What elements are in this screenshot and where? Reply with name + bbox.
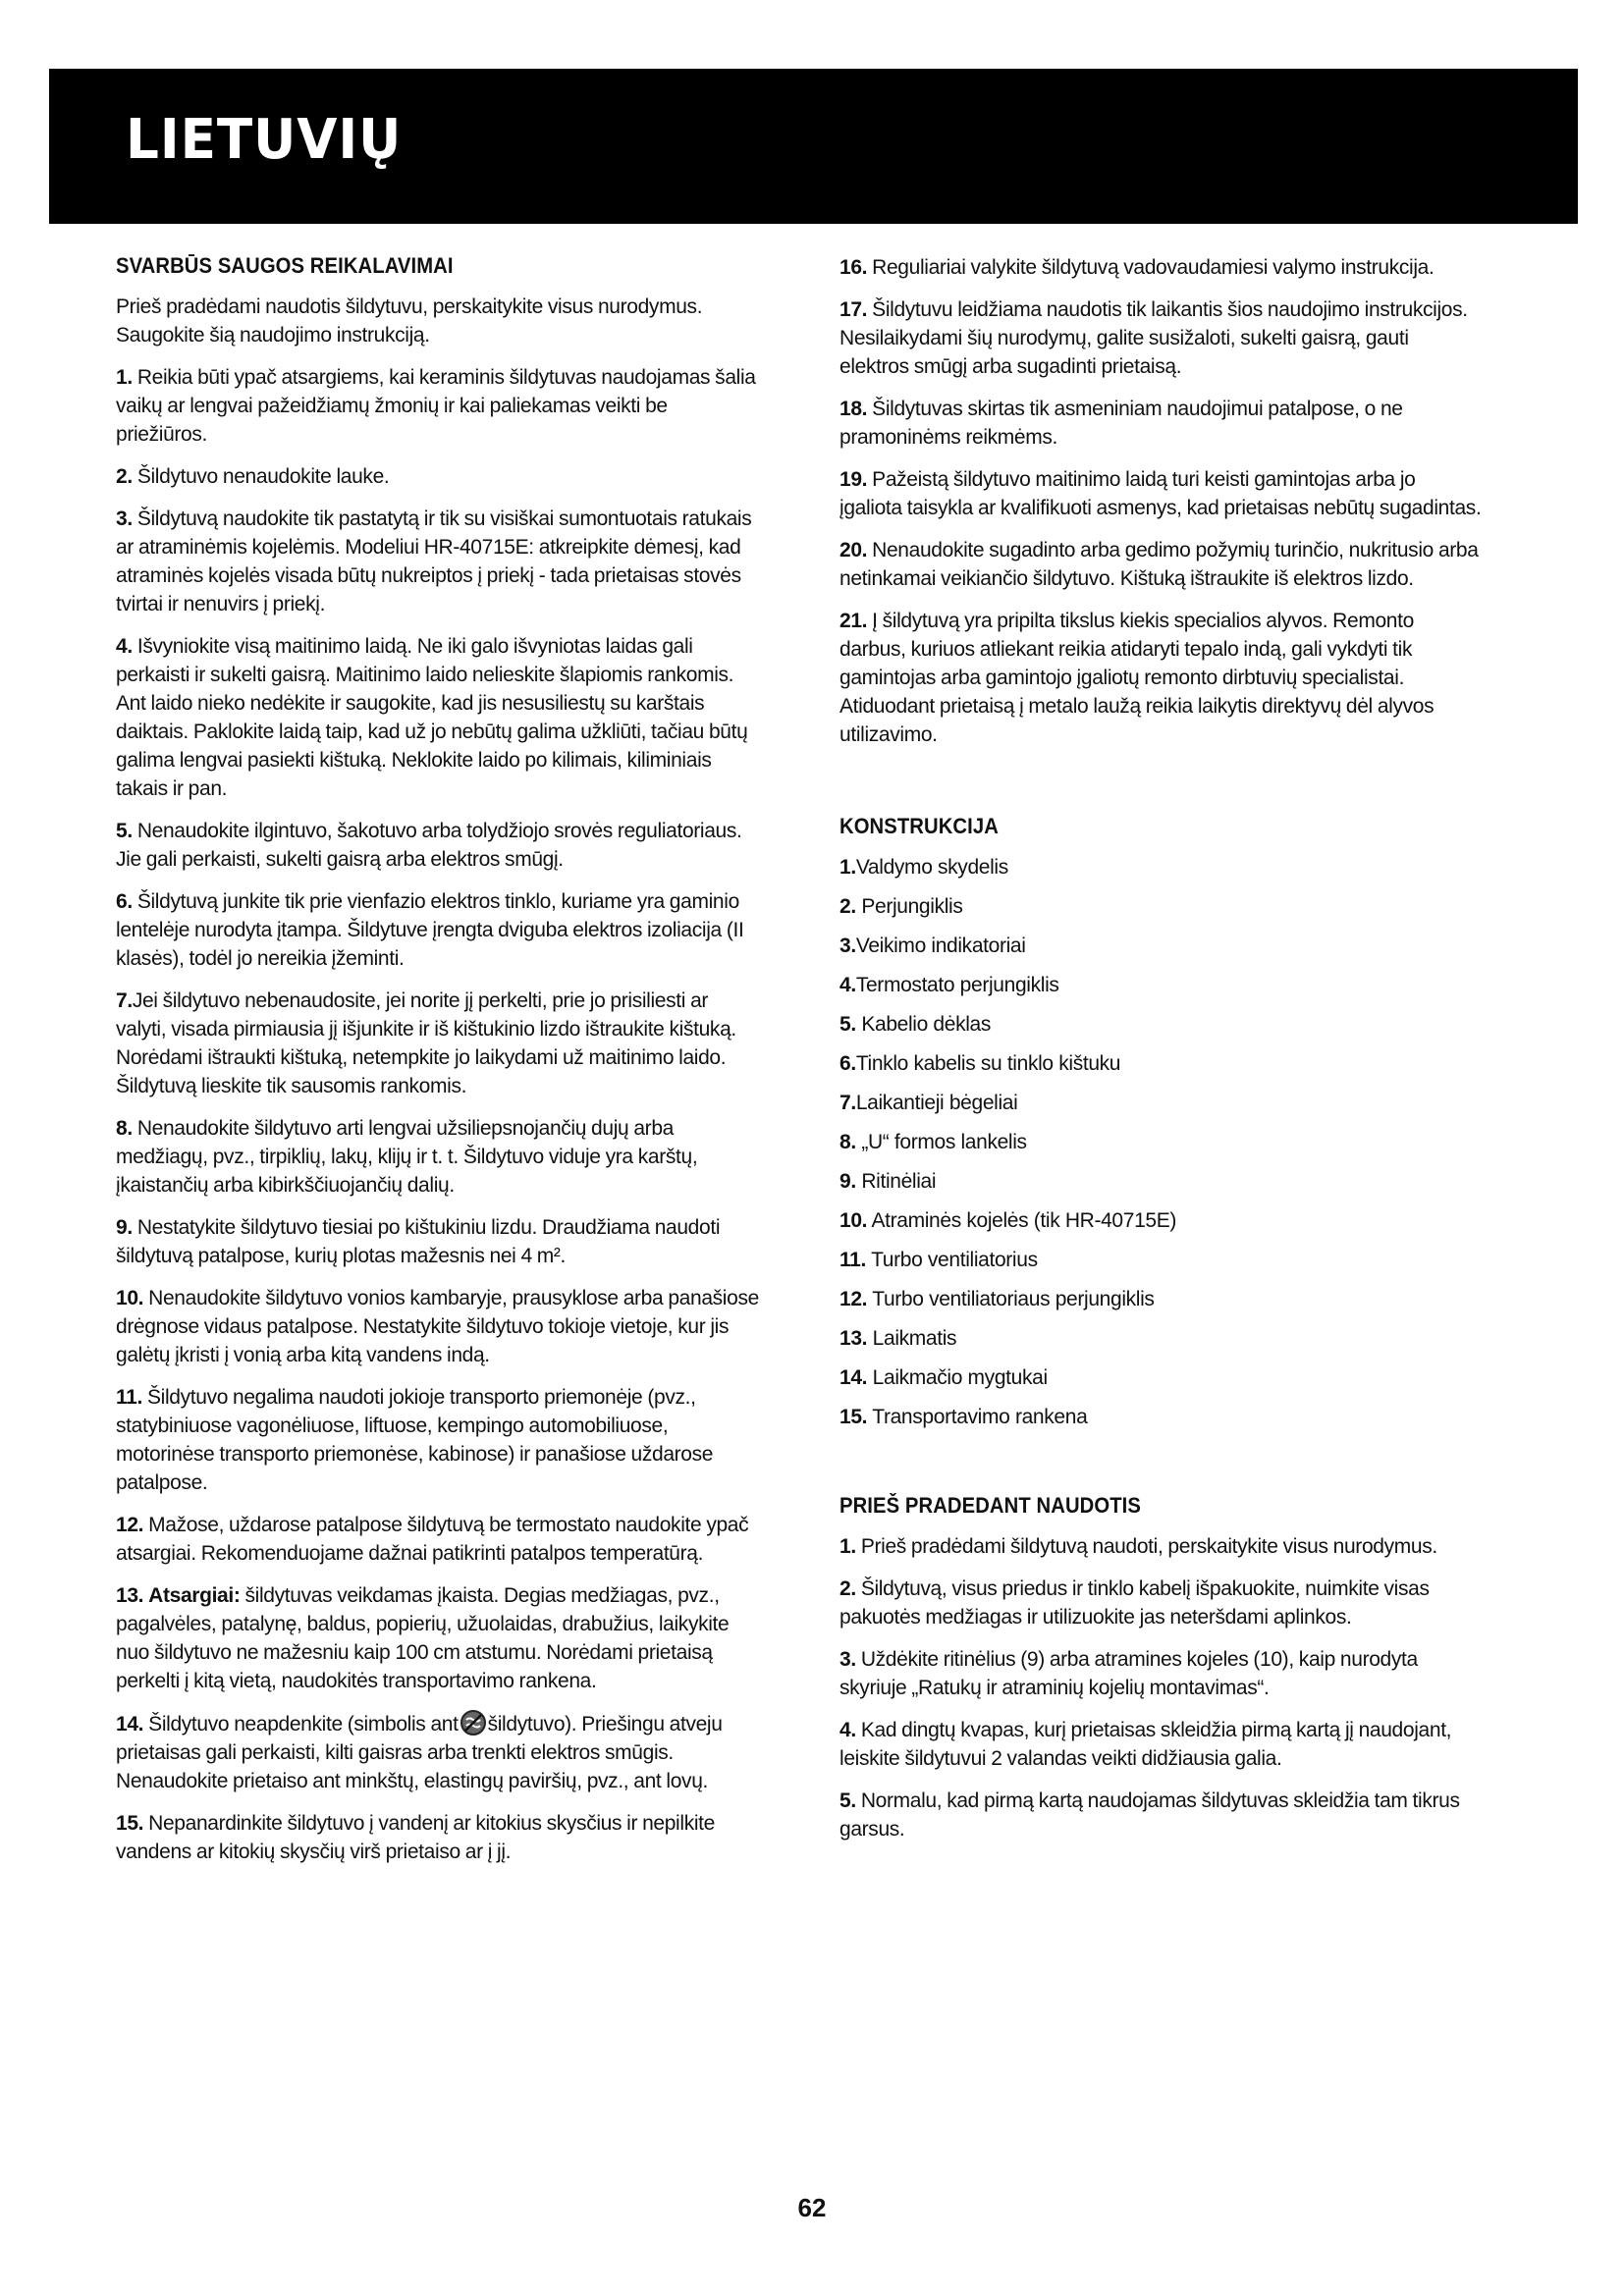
do-not-cover-icon — [460, 1709, 487, 1736]
construction-item: 14. Laikmačio mygtukai — [839, 1366, 1048, 1389]
before-use-item: 1. Prieš pradėdami šildytuvą naudoti, perskaitykite visus nurodymus. — [839, 1535, 1437, 1558]
safety-item: 19. Pažeistą šildytuvo maitinimo laidą turi keisti gamintojas arba jo įgaliota taisykla ar kvalifikuoti asmenys, kad prietaisas nebūtų sugadintas. — [839, 468, 1482, 519]
safety-item: 3. Šildytuvą naudokite tik pastatytą ir tik su visiškai sumontuotais ratukais ar atraminėmis kojelėmis. Modeliui HR-40715E: atkreipkite dėmesį, kad atraminės kojelės visada būtų nukreiptos į priekį - tada prietaisas stovės tvirtai ir nenuvirs į priekį. — [116, 507, 752, 615]
before-use-heading: PRIEŠ PRADEDANT NAUDOTIS — [839, 1493, 1141, 1518]
right-column — [839, 253, 1483, 1857]
safety-item: 12. Mažose, uždarose patalpose šildytuvą be termostato naudokite ypač atsargiai. Rekomenduojame dažnai patikrinti patalpos temperatūrą. — [116, 1514, 749, 1565]
construction-item: 10. Atraminės kojelės (tik HR-40715E) — [839, 1209, 1177, 1232]
safety-item: 20. Nenaudokite sugadinto arba gedimo požymių turinčio, nukritusio arba netinkamai veikiančio šildytuvo. Kištuką ištraukite iš elektros lizdo. — [839, 539, 1479, 590]
language-title: LIETUVIŲ — [126, 108, 403, 172]
safety-item: 1. Reikia būti ypač atsargiems, kai keraminis šildytuvas naudojamas šalia vaikų ar lengvai pažeidžiamų žmonių ir kai paliekamas veikti be priežiūros. — [116, 366, 756, 446]
safety-item: 2. Šildytuvo nenaudokite lauke. — [116, 465, 390, 488]
safety-item: 9. Nestatykite šildytuvo tiesiai po kištukiniu lizdu. Draudžiama naudoti šildytuvą patalpose, kurių plotas mažesnis nei 4 m². — [116, 1216, 721, 1267]
safety-item: 6. Šildytuvą junkite tik prie vienfazio elektros tinklo, kuriame yra gaminio lentelėje nurodyta įtampa. Šildytuve įrengta dviguba elektros izoliacija (II klasės), todėl jo nereikia įžeminti. — [116, 890, 744, 970]
construction-item: 4.Termostato perjungiklis — [839, 974, 1059, 996]
safety-item: 15. Nepanardinkite šildytuvo į vandenį ar kitokius skysčius ir nepilkite vandens ar kitokių skysčių virš prietaiso ar į jį. — [116, 1812, 715, 1863]
section-gap — [839, 1442, 1483, 1493]
safety-item: 5. Nenaudokite ilgintuvo, šakotuvo arba tolydžiojo srovės reguliatoriaus. Jie gali perkaisti, sukelti gaisrą arba elektros smūgį. — [116, 820, 742, 871]
section-gap — [839, 763, 1483, 814]
safety-heading: SVARBŪS SAUGOS REIKALAVIMAI — [116, 253, 454, 278]
construction-item: 9. Ritinėliai — [839, 1170, 937, 1193]
safety-item: 4. Išvyniokite visą maitinimo laidą. Ne iki galo išvyniotas laidas gali perkaisti ir sukelti gaisrą. Maitinimo laido nelieskite šlapiomis rankomis. Ant laido nieko nedėkite ir saugokite, kad jis nesusiliestų su karštais daiktais. Paklokite laidą taip, kad už jo nebūtų galima užkliūti, tačiau būtų galima lengvai pasiekti kištuką. Neklokite laido po kilimais, kiliminiais takais ir pan. — [116, 635, 748, 800]
construction-item: 15. Transportavimo rankena — [839, 1406, 1088, 1428]
safety-item: 7.Jei šildytuvo nebenaudosite, jei norite jį perkelti, prie jo prisiliesti ar valyti, visada pirmiausia jį išjunkite ir iš kištukinio lizdo ištraukite kištuką. Norėdami ištraukti kištuką, netempkite jo laikydami už maitinimo laido. Šildytuvą lieskite tik sausomis rankomis. — [116, 989, 736, 1097]
safety-item: 17. Šildytuvu leidžiama naudotis tik laikantis šios naudojimo instrukcijos. Nesilaikydami šių nurodymų, galite susižaloti, sukelti gaisrą, gauti elektros smūgį arba sugadinti prietaisą. — [839, 298, 1468, 378]
construction-item: 12. Turbo ventiliatoriaus perjungiklis — [839, 1288, 1155, 1310]
construction-item: 5. Kabelio dėklas — [839, 1013, 992, 1036]
construction-item: 7.Laikantieji bėgeliai — [839, 1092, 1018, 1114]
construction-heading: KONSTRUKCIJA — [839, 814, 999, 838]
left-column — [116, 253, 759, 1880]
safety-item: 13. Atsargiai: šildytuvas veikdamas įkaista. Degias medžiagas, pvz., pagalvėles, patalynę, baldus, popierių, užuolaidas, drabužius, laikykite nuo šildytuvo ne mažesniu kaip 100 cm atstumu. Norėdami prietaisą perkelti į kitą vietą, naudokitės transportavimo rankena. — [116, 1584, 730, 1692]
before-use-item: 2. Šildytuvą, visus priedus ir tinklo kabelį išpakuokite, nuimkite visas pakuotės medžiagas ir utilizuokite jas neteršdami aplinkos. — [839, 1577, 1430, 1629]
language-banner — [49, 69, 1578, 224]
safety-item: 18. Šildytuvas skirtas tik asmeniniam naudojimui patalpose, o ne pramoninėms reikmėms. — [839, 398, 1403, 449]
page-number: 62 — [797, 2193, 827, 2222]
safety-item: 8. Nenaudokite šildytuvo arti lengvai užsiliepsnojančių dujų arba medžiagų, pvz., tirpiklių, lakų, klijų ir t. t. Šildytuvo viduje yra karštų, įkaistančių arba kibirkščiuojančių dalių. — [116, 1117, 698, 1197]
safety-intro: Prieš pradėdami naudotis šildytuvu, perskaitykite visus nurodymus. Saugokite šią naudojimo instrukciją. — [116, 295, 703, 347]
construction-item: 6.Tinklo kabelis su tinklo kištuku — [839, 1052, 1121, 1075]
safety-item: 14. Šildytuvo neapdenkite (simbolis ant šildytuvo). Priešingu atveju prietaisas gali perkaisti, kilti gaisras arba trenkti elektros smūgis. Nenaudokite prietaiso ant minkštų, elastingų paviršių, pvz., ant lovų. — [116, 1709, 759, 1795]
before-use-item: 3. Uždėkite ritinėlius (9) arba atramines kojeles (10), kaip nurodyta skyriuje „Ratukų ir atraminių kojelių montavimas“. — [839, 1648, 1418, 1699]
safety-item: 11. Šildytuvo negalima naudoti jokioje transporto priemonėje (pvz., statybiniuose vagonėliuose, liftuose, kempingo automobiliuose, motorinėse transporto priemonėse, kabinose) ir panašiose uždarose patalpose. — [116, 1386, 714, 1494]
safety-item: 21. Į šildytuvą yra pripilta tikslus kiekis specialios alyvos. Remonto darbus, kuriuos atliekant reikia atidaryti tepalo indą, gali vykdyti tik gamintojas arba gamintojo įgaliotų remonto dirbtuvių specialistai. Atiduodant prietaisą į metalo laužą reikia laikytis direktyvų dėl alyvos utilizavimo. — [839, 610, 1435, 746]
safety-item: 16. Reguliariai valykite šildytuvą vadovaudamiesi valymo instrukcija. — [839, 256, 1435, 279]
construction-item: 8. „U“ formos lankelis — [839, 1131, 1027, 1153]
safety-item: 10. Nenaudokite šildytuvo vonios kambaryje, prausyklose arba panašiose drėgnose vidaus patalpose. Nestatykite šildytuvo tokioje vietoje, kur jis galėtų įkristi į vonią arba kitą vandens indą. — [116, 1287, 759, 1366]
construction-item: 11. Turbo ventiliatorius — [839, 1249, 1038, 1271]
before-use-item: 5. Normalu, kad pirmą kartą naudojamas šildytuvas skleidžia tam tikrus garsus. — [839, 1789, 1460, 1841]
construction-item: 1.Valdymo skydelis — [839, 856, 1008, 879]
construction-item: 2. Perjungiklis — [839, 895, 963, 918]
before-use-item: 4. Kad dingtų kvapas, kurį prietaisas skleidžia pirmą kartą jį naudojant, leiskite šildytuvui 2 valandas veikti didžiausia galia. — [839, 1719, 1452, 1770]
construction-item: 13. Laikmatis — [839, 1327, 957, 1350]
construction-item: 3.Veikimo indikatoriai — [839, 934, 1026, 957]
